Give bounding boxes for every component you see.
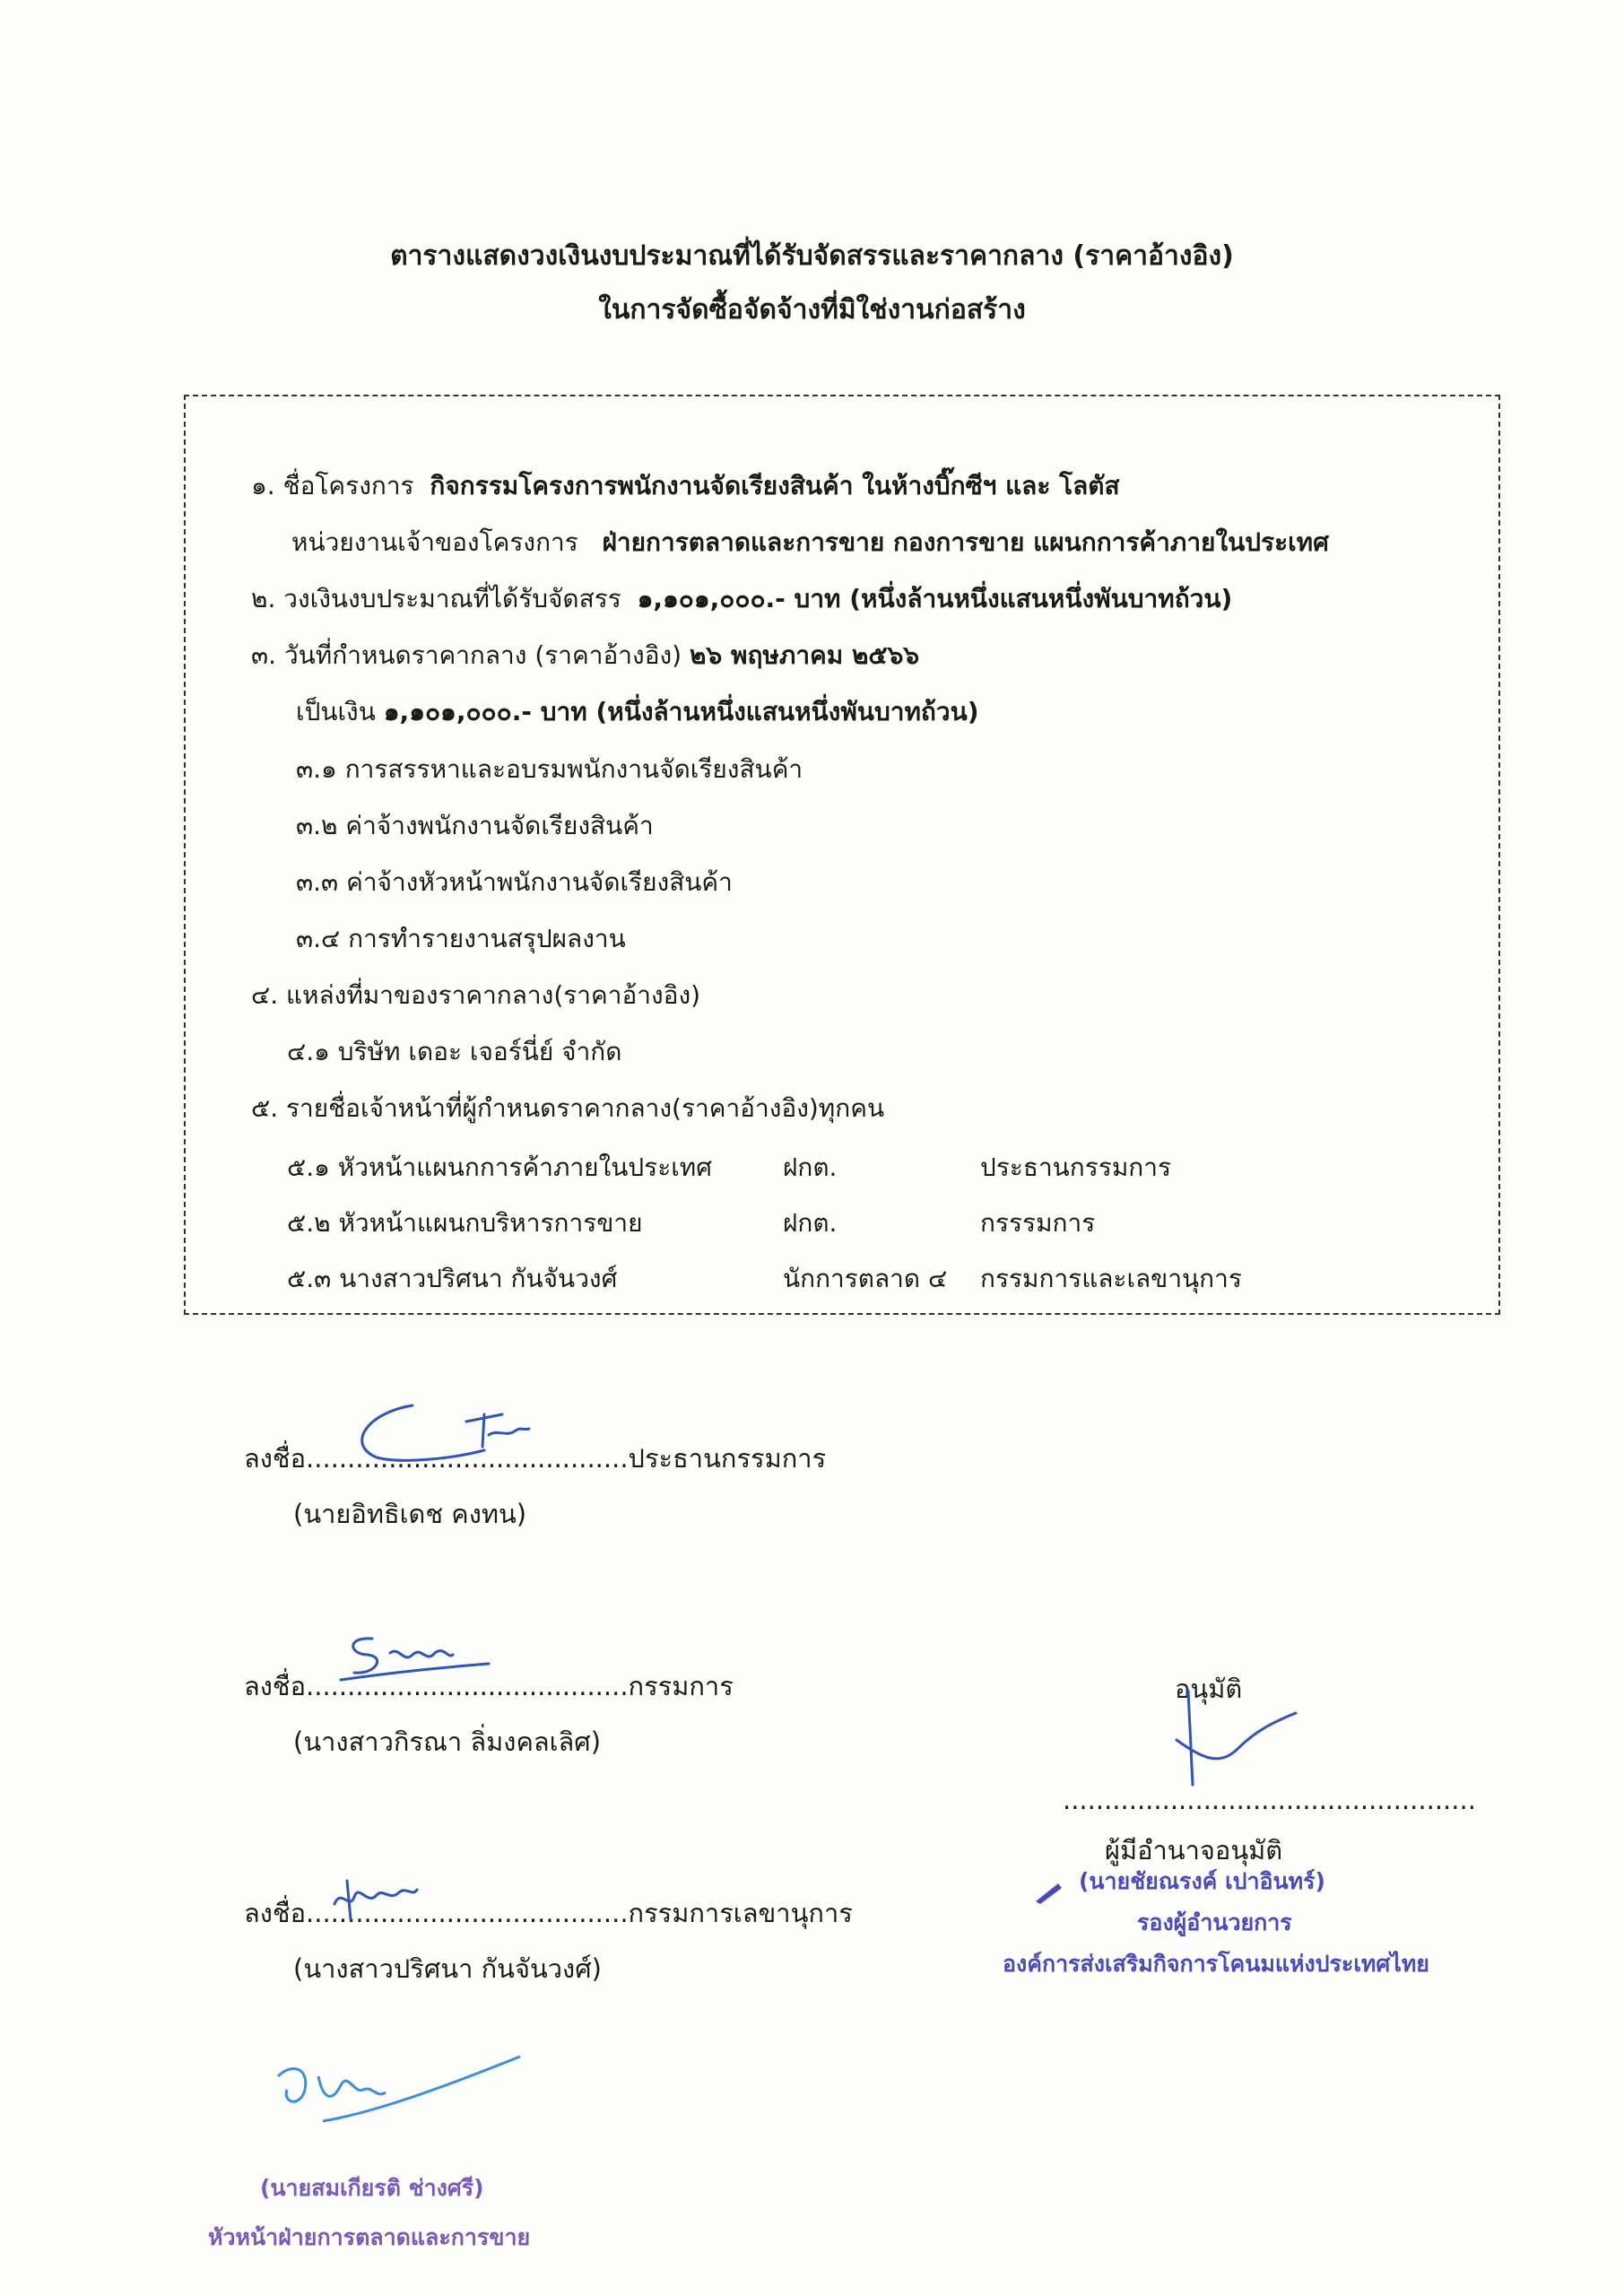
- item-3-label: ๓. วันที่กำหนดราคากลาง (ราคาอ้างอิง): [251, 640, 682, 670]
- document-title-line-2: ในการจัดซื้อจัดจ้างที่มิใช่งานก่อสร้าง: [598, 294, 1026, 326]
- item-3-row: [251, 636, 919, 675]
- approver-stamp-name: (นายชัยณรงค์ เปาอินทร์): [1079, 1868, 1325, 1894]
- subitem-3-4: ๓.๔ การทำรายงานสรุปผลงาน: [296, 924, 626, 953]
- item-1-row: [251, 466, 1120, 506]
- approval-authority: ผู้มีอำนาจอนุมัติ: [1105, 1835, 1283, 1866]
- signature-1-name: (นายอิทธิเดช คงทน): [293, 1499, 527, 1529]
- bottom-handwritten-signature: [269, 2049, 529, 2130]
- bottom-stamp-name: (นายสมเกียรติ ช่างศรี): [260, 2175, 484, 2201]
- amount-label: เป็นเงิน: [296, 697, 376, 726]
- bottom-stamp-title: หัวหน้าฝ่ายการตลาดและการขาย: [208, 2224, 531, 2250]
- member-2-dept: ฝกต.: [783, 1208, 838, 1238]
- signature-2-name: (นางสาวกิรณา ลิ่มงคลเลิศ): [293, 1726, 602, 1757]
- approval-label: อนุมัติ: [1175, 1674, 1243, 1704]
- item-1-owner-row: [291, 523, 1329, 562]
- approver-stamp-title: รองผู้อำนวยการ: [1137, 1909, 1292, 1935]
- signature-2-line: ลงชื่อ.......................................กรรมการ: [244, 1671, 734, 1701]
- signature-3-line: ลงชื่อ.......................................กรรมการเลขานุการ: [244, 1898, 853, 1928]
- source-4-1: ๔.๑ บริษัท เดอะ เจอร์นี่ย์ จำกัด: [287, 1037, 622, 1066]
- item-1-value: กิจกรรมโครงการพนักงานจัดเรียงสินค้า ในห้างบิ๊กซีฯ และ โลตัส: [430, 471, 1120, 500]
- item-3-date: ๒๖ พฤษภาคม ๒๕๖๖: [690, 640, 920, 670]
- document-title-line-1: ตารางแสดงวงเงินงบประมาณที่ได้รับจัดสรรและราคากลาง (ราคาอ้างอิง): [390, 240, 1234, 272]
- item-3-amount-row: [296, 692, 979, 732]
- item-2-row: [251, 579, 1232, 619]
- item-5-label: ๕. รายชื่อเจ้าหน้าที่ผู้กำหนดราคากลาง(ราคาอ้างอิง)ทุกคน: [251, 1093, 885, 1123]
- handwritten-signature-1: [341, 1395, 538, 1466]
- owner-label: หน่วยงานเจ้าของโครงการ: [291, 527, 578, 557]
- amount-value: ๑,๑๐๑,๐๐๐.- บาท (หนึ่งล้านหนึ่งแสนหนึ่งพันบาทถ้วน): [383, 697, 979, 726]
- signature-1-line: ลงชื่อ.......................................ประธานกรรมการ: [244, 1443, 827, 1474]
- member-3-dept: นักการตลาด ๔: [783, 1264, 948, 1293]
- member-3-name: ๕.๓ นางสาวปริศนา กันจันวงศ์: [287, 1264, 618, 1293]
- approver-signature: [1166, 1677, 1309, 1794]
- member-2-role: กรรรมการ: [980, 1208, 1096, 1238]
- handwritten-signature-3: [327, 1870, 426, 1924]
- subitem-3-3: ๓.๓ ค่าจ้างหัวหน้าพนักงานจัดเรียงสินค้า: [296, 867, 733, 897]
- item-4-label: ๔. แหล่งที่มาของราคากลาง(ราคาอ้างอิง): [251, 980, 701, 1010]
- signature-3-name: (นางสาวปริศนา กันจันวงศ์): [293, 1953, 602, 1984]
- stamp-mark-icon: [1031, 1879, 1067, 1906]
- member-1-name: ๕.๑ หัวหน้าแผนกการค้าภายในประเทศ: [287, 1152, 713, 1182]
- approval-dots: ..................................................: [1063, 1785, 1476, 1815]
- member-1-dept: ฝกต.: [783, 1152, 838, 1182]
- member-2-name: ๕.๒ หัวหน้าแผนกบริหารการขาย: [287, 1208, 643, 1238]
- handwritten-signature-2: [336, 1628, 498, 1691]
- item-2-label: ๒. วงเงินงบประมาณที่ได้รับจัดสรร: [251, 584, 621, 613]
- subitem-3-2: ๓.๒ ค่าจ้างพนักงานจัดเรียงสินค้า: [296, 811, 654, 840]
- item-1-label: ๑. ชื่อโครงการ: [251, 471, 414, 500]
- item-2-value: ๑,๑๐๑,๐๐๐.- บาท (หนึ่งล้านหนึ่งแสนหนึ่งพันบาทถ้วน): [637, 584, 1233, 613]
- approver-stamp-org: องค์การส่งเสริมกิจการโคนมแห่งประเทศไทย: [1003, 1951, 1429, 1977]
- owner-value: ฝ่ายการตลาดและการขาย กองการขาย แผนกการค้าภายในประเทศ: [602, 527, 1329, 557]
- member-1-role: ประธานกรรมการ: [980, 1152, 1172, 1182]
- member-3-role: กรรมการและเลขานุการ: [980, 1264, 1242, 1293]
- subitem-3-1: ๓.๑ การสรรหาและอบรมพนักงานจัดเรียงสินค้า: [296, 754, 803, 784]
